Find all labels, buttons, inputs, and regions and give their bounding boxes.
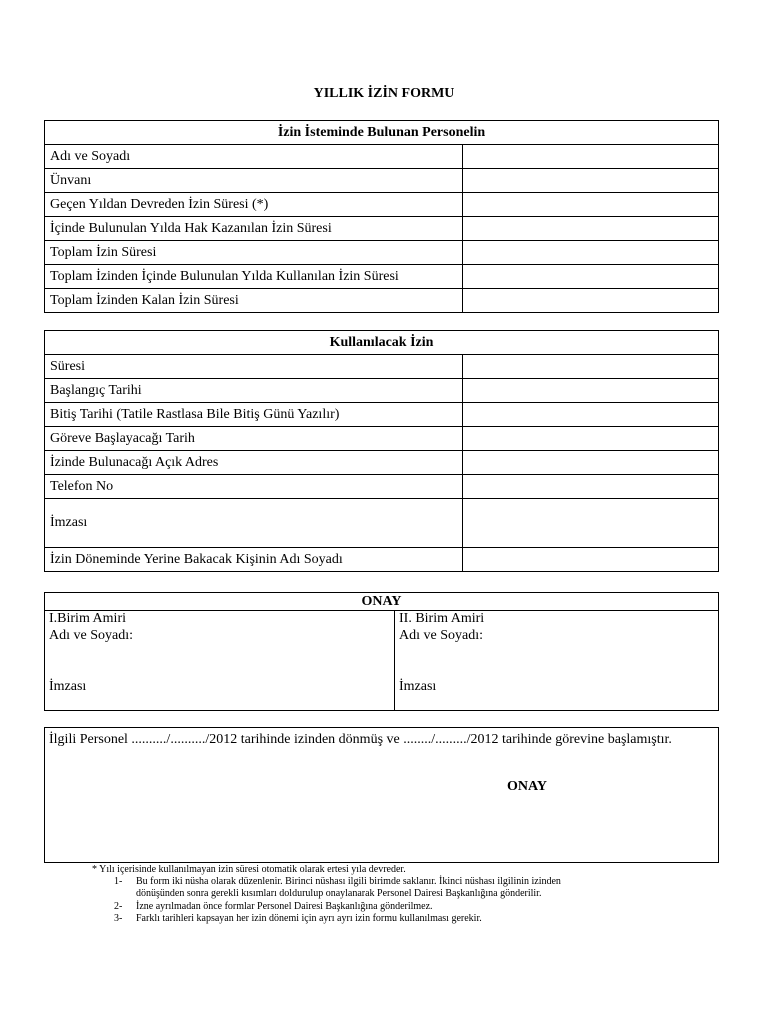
table-row	[45, 289, 719, 313]
row-label: İzin Döneminde Yerine Bakacak Kişinin Adı Soyadı	[45, 548, 463, 572]
end-date-field[interactable]	[463, 403, 719, 427]
table-row	[45, 451, 719, 475]
remaining-leave-field[interactable]	[463, 289, 719, 313]
row-label: Telefon No	[45, 475, 463, 499]
row-label: Adı ve Soyadı	[45, 145, 463, 169]
note-text: Bu form iki nüsha olarak düzenlenir. Birinci nüshası ilgili birimde saklanır. İkinci nüshası ilgilinin izinden	[136, 876, 561, 887]
table-row	[45, 427, 719, 451]
first-supervisor-name-label: Adı ve Soyadı:	[49, 628, 133, 643]
second-supervisor-label: II. Birim Amiri	[399, 611, 485, 626]
phone-field[interactable]	[463, 475, 719, 499]
used-leave-field[interactable]	[463, 265, 719, 289]
note-text: İzne ayrılmadan önce formlar Personel Dairesi Başkanlığına gönderilmez.	[136, 901, 433, 912]
first-supervisor-signature-label: İmzası	[49, 679, 87, 694]
return-box	[44, 727, 719, 863]
note-number: 2-	[114, 901, 123, 912]
footnote-star: * Yılı içerisinde kullanılmayan izin süresi otomatik olarak ertesi yıla devreder.	[92, 864, 406, 875]
table-row	[45, 548, 719, 572]
leave-table-header: Kullanılacak İzin	[45, 331, 719, 355]
row-label: Geçen Yıldan Devreden İzin Süresi (*)	[45, 193, 463, 217]
note-number: 3-	[114, 913, 123, 924]
row-label: Toplam İzinden Kalan İzin Süresi	[45, 289, 463, 313]
form-title: YILLIK İZİN FORMU	[313, 86, 455, 101]
earned-leave-field[interactable]	[463, 217, 719, 241]
row-label: Toplam İzin Süresi	[45, 241, 463, 265]
return-approval-label: ONAY	[507, 779, 547, 794]
duration-field[interactable]	[463, 355, 719, 379]
personnel-table	[44, 120, 719, 313]
row-label: İçinde Bulunulan Yılda Hak Kazanılan İzin Süresi	[45, 217, 463, 241]
substitute-name-field[interactable]	[463, 548, 719, 572]
table-row	[45, 355, 719, 379]
signature-field[interactable]	[463, 499, 719, 548]
address-field[interactable]	[463, 451, 719, 475]
note-item	[114, 913, 482, 925]
table-row	[45, 265, 719, 289]
second-supervisor-column	[395, 611, 718, 710]
leave-table	[44, 330, 719, 572]
row-label: İzinde Bulunacağı Açık Adres	[45, 451, 463, 475]
note-item-continuation: dönüşünden sonra gerekli kısımları doldurulup onaylanarak Personel Dairesi Başkanlığına gönderilir.	[136, 888, 542, 899]
table-row	[45, 169, 719, 193]
table-row	[45, 193, 719, 217]
approval-box	[44, 592, 719, 711]
first-supervisor-label: I.Birim Amiri	[49, 611, 126, 626]
table-row	[45, 217, 719, 241]
first-supervisor-column	[45, 611, 395, 710]
name-value-field[interactable]	[463, 145, 719, 169]
second-supervisor-name-label: Adı ve Soyadı:	[399, 628, 483, 643]
note-item	[114, 901, 433, 913]
table-row	[45, 403, 719, 427]
row-label: Başlangıç Tarihi	[45, 379, 463, 403]
row-label: Süresi	[45, 355, 463, 379]
carried-leave-field[interactable]	[463, 193, 719, 217]
table-row	[45, 379, 719, 403]
row-label: İmzası	[45, 499, 463, 548]
title-value-field[interactable]	[463, 169, 719, 193]
personnel-table-header: İzin İsteminde Bulunan Personelin	[45, 121, 719, 145]
row-label: Ünvanı	[45, 169, 463, 193]
start-date-field[interactable]	[463, 379, 719, 403]
table-row	[45, 499, 719, 548]
second-supervisor-signature-label: İmzası	[399, 679, 437, 694]
total-leave-field[interactable]	[463, 241, 719, 265]
note-item	[114, 876, 561, 888]
table-row	[45, 241, 719, 265]
row-label: Bitiş Tarihi (Tatile Rastlasa Bile Bitiş Günü Yazılır)	[45, 403, 463, 427]
return-statement: İlgili Personel ........../........../2012 tarihinde izinden dönmüş ve ......../........./2012 tarihinde görevine başlamıştır.	[49, 732, 672, 747]
approval-title: ONAY	[45, 593, 718, 611]
table-row	[45, 475, 719, 499]
row-label: Toplam İzinden İçinde Bulunulan Yılda Kullanılan İzin Süresi	[45, 265, 463, 289]
table-row	[45, 145, 719, 169]
return-date-field[interactable]	[463, 427, 719, 451]
note-number: 1-	[114, 876, 123, 887]
note-text: Farklı tarihleri kapsayan her izin dönemi için ayrı ayrı izin formu kullanılması gerekir.	[136, 913, 482, 924]
row-label: Göreve Başlayacağı Tarih	[45, 427, 463, 451]
